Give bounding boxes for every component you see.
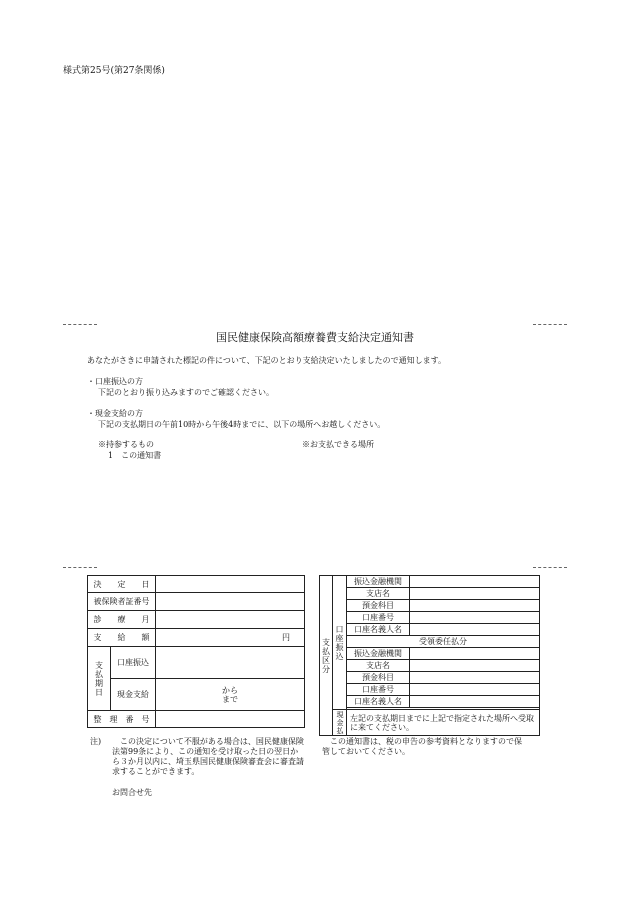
holder-name-label-2: 口座名義人名	[347, 696, 410, 708]
right-note: この通知書は、税の申告の参考資料となりますので保管しておいてください。	[322, 737, 522, 756]
deposit-type-label: 預金科目	[347, 600, 410, 612]
cash-heading: ・現金支給の方	[87, 409, 143, 418]
reference-number-label: 整 理 番 号	[88, 711, 156, 728]
bring-heading: ※持参するもの	[98, 440, 154, 449]
branch-value	[410, 588, 540, 600]
pay-location-heading: ※お支払できる場所	[302, 440, 374, 449]
decision-table	[87, 575, 305, 728]
payment-date-label: 支払期日	[88, 647, 111, 711]
holder-name-value-2	[410, 696, 540, 708]
reference-number-value	[156, 711, 305, 728]
fold-line-right-top	[533, 324, 567, 325]
cash-text: 下記の支払期日の午前10時から午後4時までに、以下の場所へお越しください。	[98, 420, 386, 429]
deposit-type-value-2	[410, 672, 540, 684]
deposit-type-label-2: 預金科目	[347, 672, 410, 684]
note-text: この決定について不服がある場合は、国民健康保険法第99条により、この通知を受け取った日の翌日から３か月以内に、埼玉県国民健康保険審査会に審査請求することができます。	[112, 737, 304, 776]
payment-category-table	[319, 575, 540, 736]
document-title: 国民健康保険高額療養費支給決定通知書	[216, 331, 414, 344]
fold-line-left-top	[63, 324, 97, 325]
bank-label-2: 振込金融機関	[347, 648, 410, 660]
branch-label-2: 支店名	[347, 660, 410, 672]
payment-category-label: 支払区分	[320, 576, 333, 736]
bring-item-1: 1 この通知書	[108, 451, 162, 460]
account-number-value	[410, 612, 540, 624]
payment-amount-label: 支 給 額	[88, 629, 156, 647]
insured-number-label: 被保険者証番号	[88, 593, 156, 611]
from-text: から	[222, 685, 238, 695]
branch-value-2	[410, 660, 540, 672]
fold-line-left-bottom	[63, 567, 97, 568]
deposit-type-value	[410, 600, 540, 612]
holder-name-label: 口座名義人名	[347, 624, 410, 636]
branch-label: 支店名	[347, 588, 410, 600]
treatment-month-label: 診 療 月	[88, 611, 156, 629]
account-number-value-2	[410, 684, 540, 696]
cash-payment-note: 左記の支払期日までに上記で指定された場所へ受取に来てください。	[347, 710, 540, 736]
account-transfer-label: 口座振込	[333, 576, 347, 710]
intro-text: あなたがさきに申請された標記の件について、下記のとおり支給決定いたしましたので通知します。	[87, 356, 447, 365]
account-transfer-label: 口座振込	[111, 647, 156, 679]
account-transfer-date	[156, 647, 305, 679]
form-number: 様式第25号(第27条関係)	[63, 66, 165, 76]
cash-payment-period	[156, 679, 305, 711]
until-text: まで	[222, 694, 238, 704]
decision-date-label: 決 定 日	[88, 576, 156, 593]
decision-date-value	[156, 576, 305, 593]
note-label: 注)	[90, 737, 102, 746]
payment-amount-unit: 円	[156, 629, 305, 647]
cash-payment-label: 現金支給	[111, 679, 156, 711]
bank-label: 振込金融機関	[347, 576, 410, 588]
bank-value-2	[410, 648, 540, 660]
fold-line-right-bottom	[533, 567, 567, 568]
insured-number-value	[156, 593, 305, 611]
inquiry-label: お問合せ先	[112, 788, 152, 797]
cash-payment-label: 現金払	[333, 710, 347, 736]
account-number-label: 口座番号	[347, 612, 410, 624]
proxy-payment-label: 受領委任払分	[347, 636, 540, 648]
holder-name-value	[410, 624, 540, 636]
account-text: 下記のとおり振り込みますのでご確認ください。	[98, 388, 274, 397]
account-number-label-2: 口座番号	[347, 684, 410, 696]
treatment-month-value	[156, 611, 305, 629]
account-heading: ・口座振込の方	[87, 377, 143, 386]
bank-value	[410, 576, 540, 588]
